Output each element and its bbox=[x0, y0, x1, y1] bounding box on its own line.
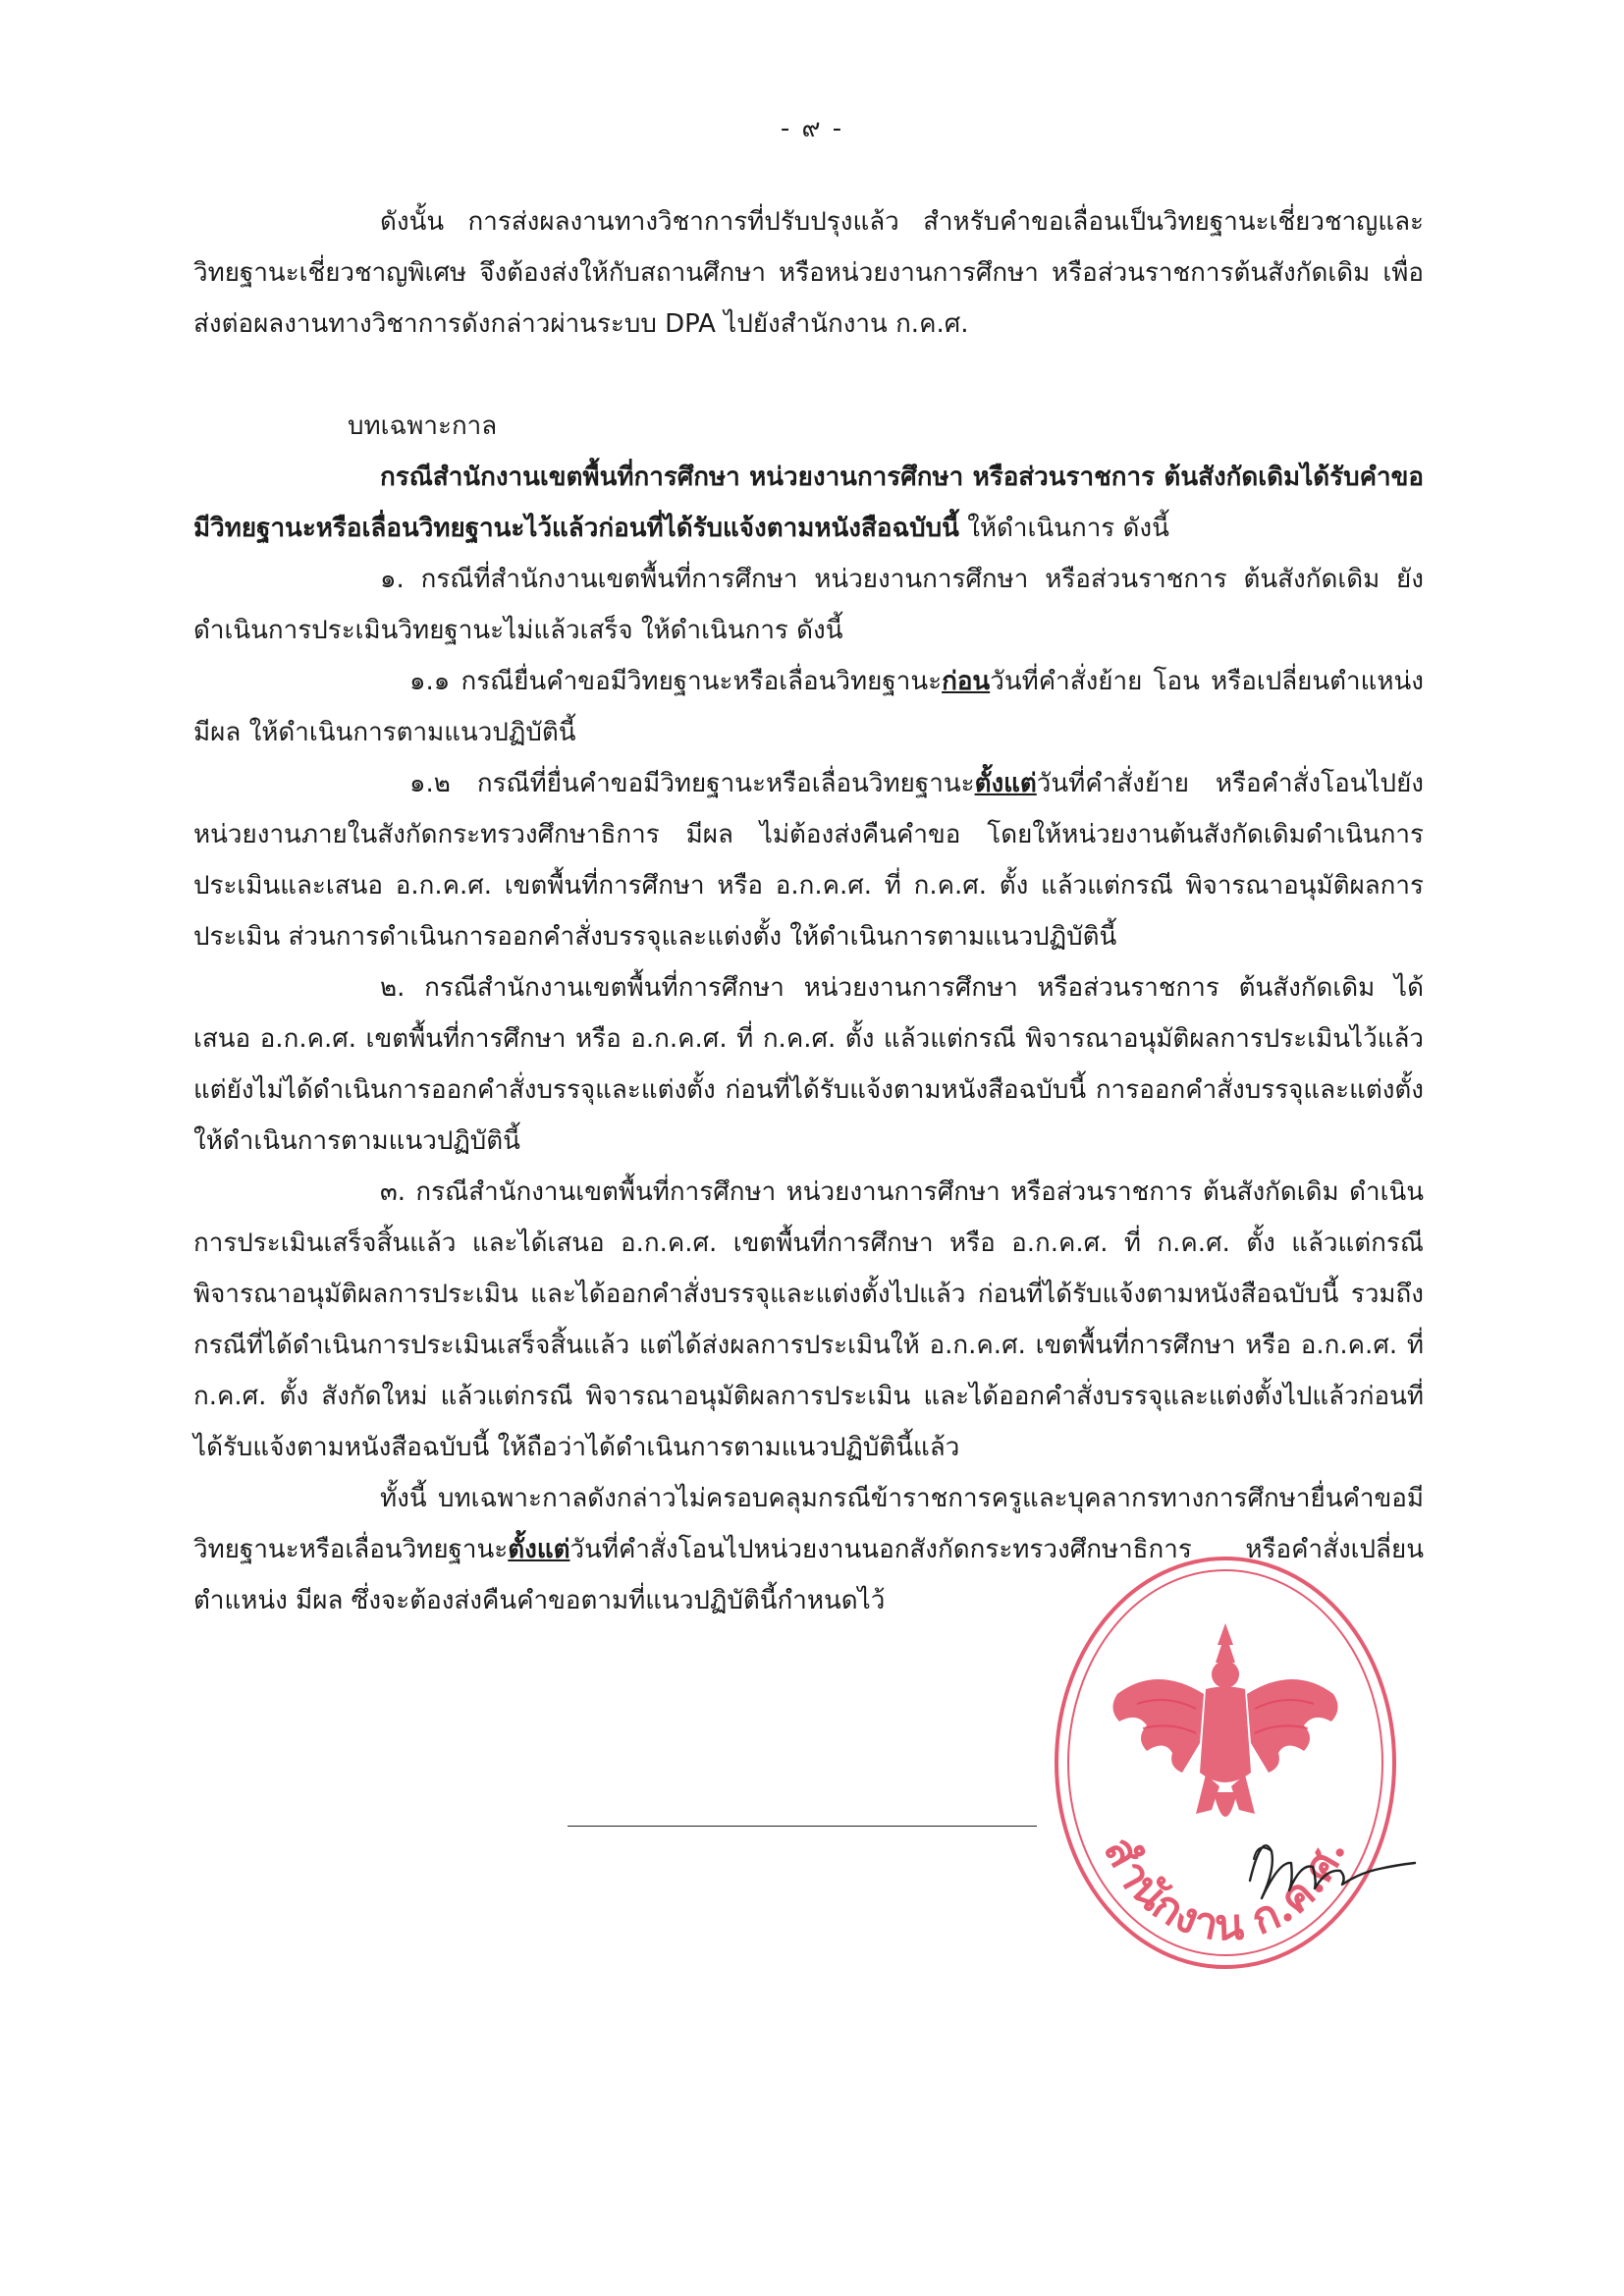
page-number: - ๙ - bbox=[780, 114, 844, 143]
item-1-2-text-a: ๑.๒ กรณีที่ยื่นคำขอมีวิทยฐานะหรือเลื่อนวิทยฐานะ bbox=[409, 769, 975, 798]
paragraph-item-1-2 bbox=[193, 758, 1424, 962]
paragraph-item-3: ๓. กรณีสำนักงานเขตพื้นที่การศึกษา หน่วยงานการศึกษา หรือส่วนราชการ ต้นสังกัดเดิม ดำเนินการประเมินเสร็จสิ้นแล้ว และได้เสนอ อ.ก.ค.ศ. เขตพื้นที่การศึกษา หรือ อ.ก.ค.ศ. ที่ ก.ค.ศ. ตั้ง แล้วแต่กรณี พิจารณาอนุมัติผลการประเมิน และได้ออกคำสั่งบรรจุและแต่งตั้งไปแล้ว ก่อนที่ได้รับแจ้งตามหนังสือฉบับนี้ รวมถึงกรณีที่ได้ดำเนินการประเมินเสร็จสิ้นแล้ว แต่ได้ส่งผลการประเมินให้ อ.ก.ค.ศ. เขตพื้นที่การศึกษา หรือ อ.ก.ค.ศ. ที่ ก.ค.ศ. ตั้ง สังกัดใหม่ แล้วแต่กรณี พิจารณาอนุมัติผลการประเมิน และได้ออกคำสั่งบรรจุและแต่งตั้งไปแล้วก่อนที่ได้รับแจ้งตามหนังสือฉบับนี้ ให้ถือว่าได้ดำเนินการตามแนวปฏิบัตินี้แล้ว bbox=[193, 1177, 1424, 1462]
item-1-2-text-b: วันที่คำสั่งย้าย หรือคำสั่งโอนไปยังหน่วยงานภายในสังกัดกระทรวงศึกษาธิการ มีผล ไม่ต้องส่งคืนคำขอ โดยให้หน่วยงานต้นสังกัดเดิมดำเนินการประเมินและเสนอ อ.ก.ค.ศ. เขตพื้นที่การศึกษา หรือ อ.ก.ค.ศ. ที่ ก.ค.ศ. ตั้ง แล้วแต่กรณี พิจารณาอนุมัติผลการประเมิน ส่วนการดำเนินการออกคำสั่งบรรจุและแต่งตั้ง ให้ดำเนินการตามแนวปฏิบัตินี้ bbox=[193, 769, 1424, 952]
item-1-1-text-a: ๑.๑ กรณียื่นคำขอมีวิทยฐานะหรือเลื่อนวิทยฐานะ bbox=[409, 667, 943, 696]
exclusion-underline: ตั้งแต่ bbox=[508, 1535, 570, 1564]
paragraph-conclusion: ดังนั้น การส่งผลงานทางวิชาการที่ปรับปรุงแล้ว สำหรับคำขอเลื่อนเป็นวิทยฐานะเชี่ยวชาญและวิทยฐานะเชี่ยวชาญพิเศษ จึงต้องส่งให้กับสถานศึกษา หรือหน่วยงานการศึกษา หรือส่วนราชการต้นสังกัดเดิม เพื่อส่งต่อผลงานทางวิชาการดังกล่าวผ่านระบบ DPA ไปยังสำนักงาน ก.ค.ศ. bbox=[193, 207, 1424, 339]
document-body bbox=[193, 196, 1424, 1626]
item-1-1-text-b: วันที่คำสั่งย้าย โอน หรือเปลี่ยนตำแหน่ง มีผล ให้ดำเนินการตามแนวปฏิบัตินี้ bbox=[193, 667, 1425, 747]
case-instruction: ให้ดำเนินการ ดังนี้ bbox=[958, 514, 1169, 543]
end-of-text-line bbox=[568, 1826, 1037, 1827]
signature-icon bbox=[1232, 1812, 1419, 1915]
paragraph-item-1-1 bbox=[193, 656, 1424, 758]
exclusion-text-b: วันที่คำสั่งโอนไปหน่วยงานนอกสังกัดกระทรวงศึกษาธิการ หรือคำสั่งเปลี่ยนตำแหน่ง มีผล ซึ่งจะต้องส่งคืนคำขอตามที่แนวปฏิบัตินี้กำหนดไว้ bbox=[193, 1535, 1424, 1615]
exclusion-text-a: ทั้งนี้ บทเฉพาะกาลดังกล่าวไม่ครอบคลุมกรณีข้าราชการครูและบุคลากรทางการศึกษายื่นคำขอมีวิทยฐานะหรือเลื่อนวิทยฐานะ bbox=[193, 1484, 1424, 1564]
item-1-2-underline: ตั้งแต่ bbox=[974, 769, 1037, 798]
bold-case-statement: กรณีสำนักงานเขตพื้นที่การศึกษา หน่วยงานการศึกษา หรือส่วนราชการ ต้นสังกัดเดิมได้รับคำขอมีวิทยฐานะหรือเลื่อนวิทยฐานะไว้แล้วก่อนที่ได้รับแจ้งตามหนังสือฉบับนี้ bbox=[193, 463, 1424, 543]
section-heading-transitional: บทเฉพาะกาล bbox=[348, 411, 498, 441]
seal-text: สำนักงาน ก.ค.ศ. bbox=[1093, 1829, 1356, 1951]
paragraph-item-2: ๒. กรณีสำนักงานเขตพื้นที่การศึกษา หน่วยงานการศึกษา หรือส่วนราชการ ต้นสังกัดเดิม ได้เสนอ อ.ก.ค.ศ. เขตพื้นที่การศึกษา หรือ อ.ก.ค.ศ. ที่ ก.ค.ศ. ตั้ง แล้วแต่กรณี พิจารณาอนุมัติผลการประเมินไว้แล้ว แต่ยังไม่ได้ดำเนินการออกคำสั่งบรรจุและแต่งตั้ง ก่อนที่ได้รับแจ้งตามหนังสือฉบับนี้ การออกคำสั่งบรรจุและแต่งตั้ง ให้ดำเนินการตามแนวปฏิบัตินี้ bbox=[193, 973, 1424, 1156]
paragraph-item-1: ๑. กรณีที่สำนักงานเขตพื้นที่การศึกษา หน่วยงานการศึกษา หรือส่วนราชการ ต้นสังกัดเดิม ยังดำเนินการประเมินวิทยฐานะไม่แล้วเสร็จ ให้ดำเนินการ ดังนี้ bbox=[193, 565, 1424, 645]
paragraph-transitional-case bbox=[193, 452, 1424, 554]
item-1-1-underline: ก่อน bbox=[942, 667, 991, 696]
